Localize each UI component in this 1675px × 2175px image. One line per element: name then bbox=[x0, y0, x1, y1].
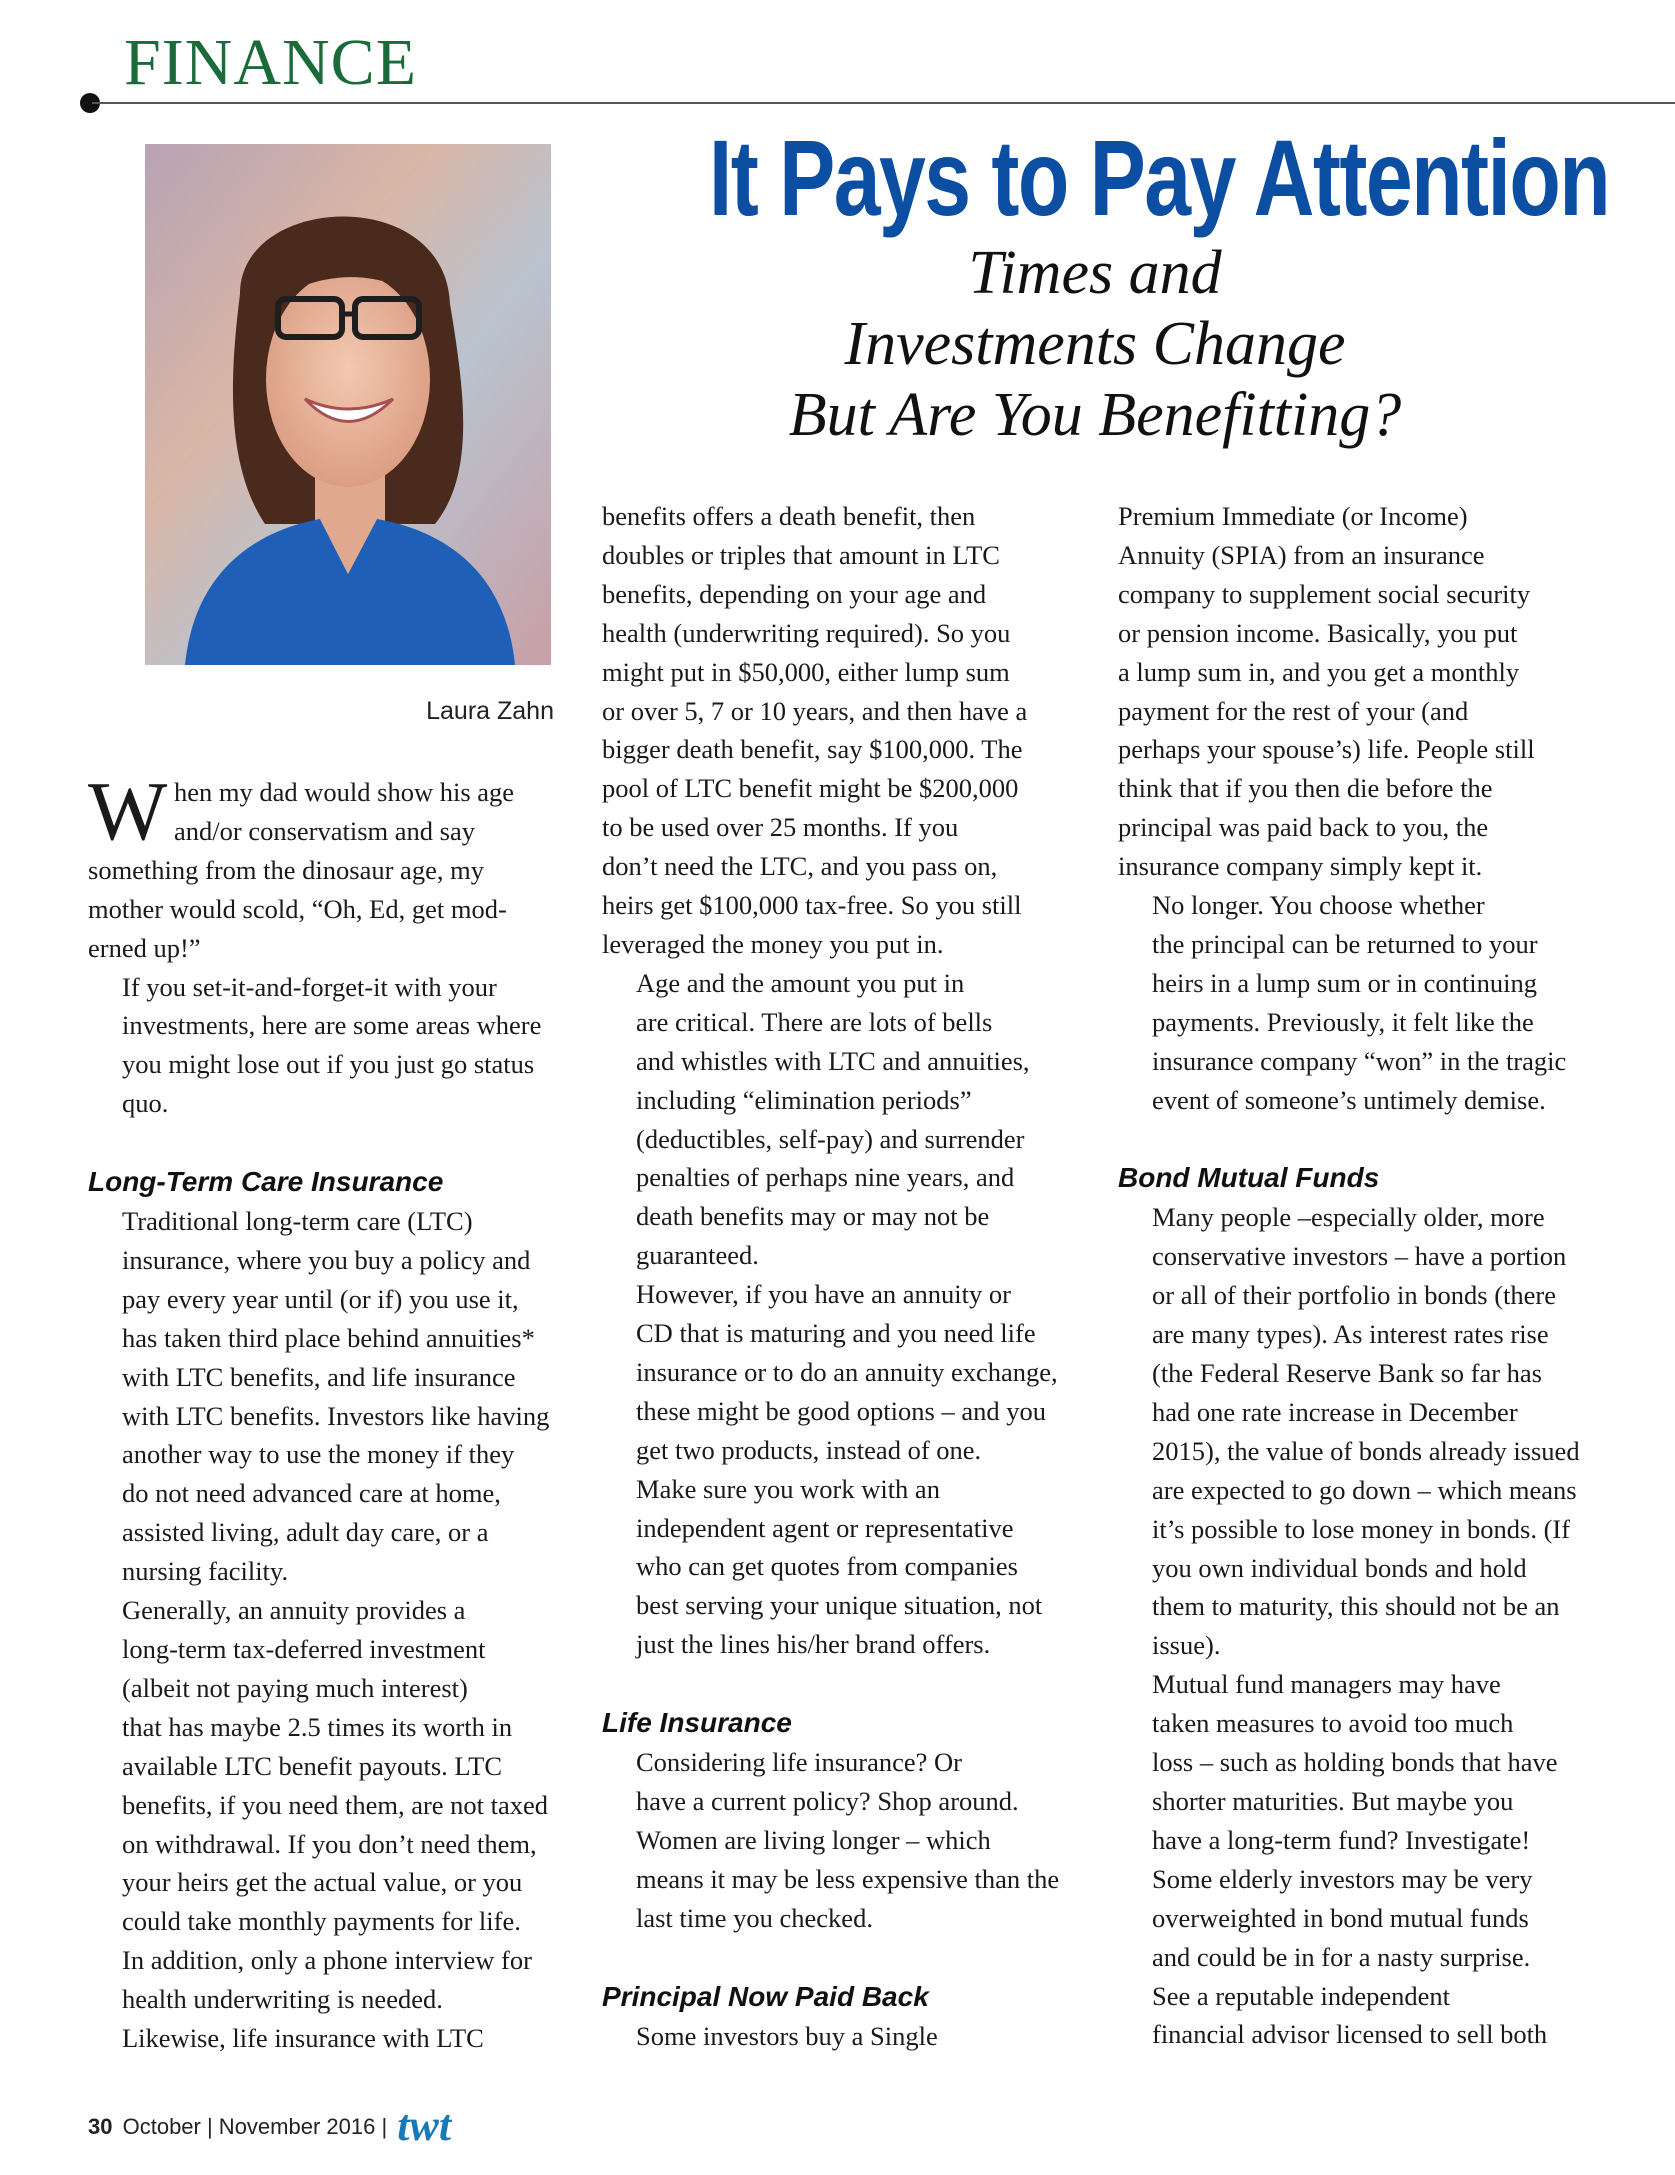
text-line: investments, here are some areas where bbox=[122, 1010, 542, 1041]
paragraph bbox=[1118, 1665, 1598, 1976]
paragraph bbox=[602, 2017, 1082, 2056]
text-line: Annuity (SPIA) from an insurance bbox=[1118, 539, 1485, 570]
text-line: them to maturity, this should not be an bbox=[1152, 1591, 1560, 1622]
text-line: hen my dad would show his age bbox=[174, 777, 515, 807]
text-line: think that if you then die before the bbox=[1118, 773, 1493, 804]
paragraph bbox=[1118, 497, 1598, 886]
text-line: Mutual fund managers may have bbox=[1152, 1669, 1501, 1700]
text-line: No longer. You choose whether bbox=[1152, 890, 1485, 921]
text-line: your heirs get the actual value, or you bbox=[122, 1867, 523, 1898]
text-line: Some elderly investors may be very bbox=[1152, 1863, 1533, 1894]
text-line: on withdrawal. If you don’t need them, bbox=[122, 1828, 537, 1859]
text-line: that has maybe 2.5 times its worth in bbox=[122, 1711, 513, 1742]
text-line: with LTC benefits. Investors like having bbox=[122, 1400, 550, 1431]
text-line: penalties of perhaps nine years, and bbox=[636, 1162, 1015, 1193]
text-line: (albeit not paying much interest) bbox=[122, 1672, 468, 1703]
text-line: had one rate increase in December bbox=[1152, 1396, 1518, 1427]
text-line: shorter maturities. But maybe you bbox=[1152, 1785, 1514, 1816]
text-line: leveraged the money you put in. bbox=[602, 928, 944, 959]
paragraph bbox=[88, 1591, 558, 2019]
subheading-bond-mutual-funds: Bond Mutual Funds bbox=[1118, 1162, 1380, 1194]
text-line: a lump sum in, and you get a monthly bbox=[1118, 656, 1520, 687]
text-line: However, if you have an annuity or bbox=[636, 1279, 1011, 1310]
text-line: and could be in for a nasty surprise. bbox=[1152, 1941, 1531, 1972]
text-line: or all of their portfolio in bonds (there bbox=[1152, 1280, 1557, 1311]
text-line: (deductibles, self-pay) and surrender bbox=[636, 1123, 1025, 1154]
text-line: Age and the amount you put in bbox=[636, 967, 965, 998]
text-line: has taken third place behind annuities* bbox=[122, 1322, 535, 1353]
photo-caption: Laura Zahn bbox=[426, 697, 554, 725]
paragraph bbox=[88, 2019, 558, 2058]
column-2 bbox=[602, 497, 1082, 2055]
text-line: do not need advanced care at home, bbox=[122, 1478, 501, 1509]
dropcap-line bbox=[88, 812, 558, 851]
text-line: are many types). As interest rates rise bbox=[1152, 1319, 1549, 1350]
article-headline: It Pays to Pay Attention bbox=[708, 117, 1610, 238]
text-line: get two products, instead of one. bbox=[636, 1434, 982, 1465]
paragraph bbox=[602, 1470, 1082, 1665]
text-line: Women are living longer – which bbox=[636, 1824, 991, 1855]
text-line: means it may be less expensive than the bbox=[636, 1863, 1060, 1894]
text-line: pool of LTC benefit might be $200,000 bbox=[602, 773, 1019, 804]
author-portrait-image bbox=[145, 144, 551, 665]
text-line: including “elimination periods” bbox=[636, 1084, 972, 1115]
text-line: Considering life insurance? Or bbox=[636, 1747, 962, 1778]
page-footer bbox=[88, 2100, 451, 2151]
paragraph-intro bbox=[88, 765, 558, 858]
text-line: In addition, only a phone interview for bbox=[122, 1945, 532, 1976]
text-line: guaranteed. bbox=[636, 1240, 759, 1271]
text-line: Premium Immediate (or Income) bbox=[1118, 501, 1468, 531]
text-line: insurance company simply kept it. bbox=[1118, 851, 1483, 882]
text-line: quo. bbox=[122, 1088, 169, 1119]
section-heading: FINANCE bbox=[124, 26, 418, 99]
text-line: financial advisor licensed to sell both bbox=[1152, 2019, 1548, 2050]
text-line: principal was paid back to you, the bbox=[1118, 812, 1489, 843]
text-line: who can get quotes from companies bbox=[636, 1551, 1018, 1582]
text-line: company to supplement social security bbox=[1118, 578, 1531, 609]
column-3 bbox=[1118, 497, 1598, 2054]
paragraph bbox=[602, 1275, 1082, 1470]
text-line: See a reputable independent bbox=[1152, 1980, 1450, 2011]
text-line: benefits offers a death benefit, then bbox=[602, 501, 976, 531]
section-rule bbox=[92, 102, 1675, 104]
text-line: last time you checked. bbox=[636, 1902, 873, 1933]
paragraph bbox=[602, 964, 1082, 1275]
text-line: nursing facility. bbox=[122, 1556, 289, 1587]
text-line: could take monthly payments for life. bbox=[122, 1906, 521, 1937]
text-line: death benefits may or may not be bbox=[636, 1201, 990, 1232]
text-line: insurance company “won” in the tragic bbox=[1152, 1045, 1567, 1076]
paragraph bbox=[602, 1743, 1082, 1938]
magazine-logo: twt bbox=[397, 2101, 452, 2150]
text-line: heirs in a lump sum or in continuing bbox=[1152, 967, 1537, 998]
author-photo bbox=[145, 144, 551, 665]
text-line: you own individual bonds and hold bbox=[1152, 1552, 1527, 1583]
text-line: these might be good options – and you bbox=[636, 1395, 1046, 1426]
text-line: might put in $50,000, either lump sum bbox=[602, 656, 1010, 687]
drop-cap: W bbox=[88, 765, 168, 858]
text-line: (the Federal Reserve Bank so far has bbox=[1152, 1358, 1542, 1389]
text-line: health underwriting is needed. bbox=[122, 1984, 443, 2015]
text-line: bigger death benefit, say $100,000. The bbox=[602, 734, 1023, 765]
text-line: Some investors buy a Single bbox=[636, 2020, 938, 2051]
text-line: or over 5, 7 or 10 years, and then have a bbox=[602, 695, 1028, 726]
text-line: erned up!” bbox=[88, 932, 201, 963]
text-line: 2015), the value of bonds already issued bbox=[1152, 1435, 1580, 1466]
issue-date: October | November 2016 | bbox=[122, 2114, 388, 2139]
page-number: 30 bbox=[88, 2114, 113, 2139]
text-line: If you set-it-and-forget-it with your bbox=[122, 971, 497, 1002]
article-subhead bbox=[680, 238, 1510, 451]
text-line: don’t need the LTC, and you pass on, bbox=[602, 851, 998, 882]
subheading-principal-paid-back: Principal Now Paid Back bbox=[602, 1980, 929, 2012]
text-line: Likewise, life insurance with LTC bbox=[122, 2023, 484, 2054]
text-line: Many people –especially older, more bbox=[1152, 1202, 1545, 1233]
subhead-line: Times and bbox=[968, 239, 1222, 307]
text-line: mother would scold, “Oh, Ed, get mod- bbox=[88, 893, 507, 924]
text-line: benefits, depending on your age and bbox=[602, 578, 987, 609]
text-line: event of someone’s untimely demise. bbox=[1152, 1084, 1546, 1115]
text-line: Make sure you work with an bbox=[636, 1473, 940, 1504]
text-line: are expected to go down – which means bbox=[1152, 1474, 1577, 1505]
text-line: health (underwriting required). So you bbox=[602, 617, 1011, 648]
text-line: best serving your unique situation, not bbox=[636, 1590, 1043, 1621]
text-line: Traditional long-term care (LTC) bbox=[122, 1206, 473, 1237]
paragraph bbox=[88, 851, 558, 968]
text-line: another way to use the money if they bbox=[122, 1439, 515, 1470]
text-line: CD that is maturing and you need life bbox=[636, 1318, 1036, 1349]
paragraph bbox=[1118, 886, 1598, 1119]
text-line: it’s possible to lose money in bonds. (If bbox=[1152, 1513, 1571, 1544]
paragraph bbox=[88, 1202, 558, 1591]
text-line: insurance or to do an annuity exchange, bbox=[636, 1356, 1058, 1387]
subheading-long-term-care: Long-Term Care Insurance bbox=[88, 1166, 444, 1198]
text-line: payment for the rest of your (and bbox=[1118, 695, 1469, 726]
text-line: independent agent or representative bbox=[636, 1512, 1014, 1543]
column-1 bbox=[88, 765, 558, 2058]
paragraph bbox=[1118, 1977, 1598, 2055]
text-line: are critical. There are lots of bells bbox=[636, 1006, 993, 1037]
text-line: and/or conservatism and say bbox=[174, 815, 475, 846]
text-line: the principal can be returned to your bbox=[1152, 928, 1538, 959]
text-line: to be used over 25 months. If you bbox=[602, 812, 959, 843]
paragraph bbox=[1118, 1198, 1598, 1665]
text-line: benefits, if you need them, are not taxed bbox=[122, 1789, 549, 1820]
subhead-line: Investments Change bbox=[844, 310, 1346, 378]
text-line: have a current policy? Shop around. bbox=[636, 1785, 1019, 1816]
text-line: issue). bbox=[1152, 1630, 1221, 1661]
text-line: perhaps your spouse’s) life. People still bbox=[1118, 734, 1535, 765]
text-line: with LTC benefits, and life insurance bbox=[122, 1361, 516, 1392]
subhead-line: But Are You Benefitting? bbox=[788, 381, 1402, 449]
paragraph bbox=[88, 968, 558, 1124]
text-line: Generally, an annuity provides a bbox=[122, 1595, 466, 1626]
text-line: available LTC benefit payouts. LTC bbox=[122, 1750, 503, 1781]
text-line: and whistles with LTC and annuities, bbox=[636, 1045, 1030, 1076]
paragraph bbox=[602, 497, 1082, 964]
text-line: assisted living, adult day care, or a bbox=[122, 1517, 489, 1548]
text-line: long-term tax-deferred investment bbox=[122, 1634, 486, 1665]
text-line: taken measures to avoid too much bbox=[1152, 1708, 1514, 1739]
text-line: doubles or triples that amount in LTC bbox=[602, 539, 1000, 570]
text-line: pay every year until (or if) you use it, bbox=[122, 1283, 519, 1314]
text-line: insurance, where you buy a policy and bbox=[122, 1244, 531, 1275]
text-line: or pension income. Basically, you put bbox=[1118, 617, 1518, 648]
text-line: you might lose out if you just go status bbox=[122, 1049, 535, 1080]
text-line: overweighted in bond mutual funds bbox=[1152, 1902, 1529, 1933]
subheading-life-insurance: Life Insurance bbox=[602, 1707, 792, 1739]
text-line: conservative investors – have a portion bbox=[1152, 1241, 1567, 1272]
text-line: just the lines his/her brand offers. bbox=[636, 1629, 991, 1660]
text-line: have a long-term fund? Investigate! bbox=[1152, 1824, 1531, 1855]
text-line: payments. Previously, it felt like the bbox=[1152, 1006, 1534, 1037]
text-line: heirs get $100,000 tax-free. So you still bbox=[602, 890, 1022, 921]
text-line: loss – such as holding bonds that have bbox=[1152, 1747, 1558, 1778]
text-line: something from the dinosaur age, my bbox=[88, 854, 484, 885]
